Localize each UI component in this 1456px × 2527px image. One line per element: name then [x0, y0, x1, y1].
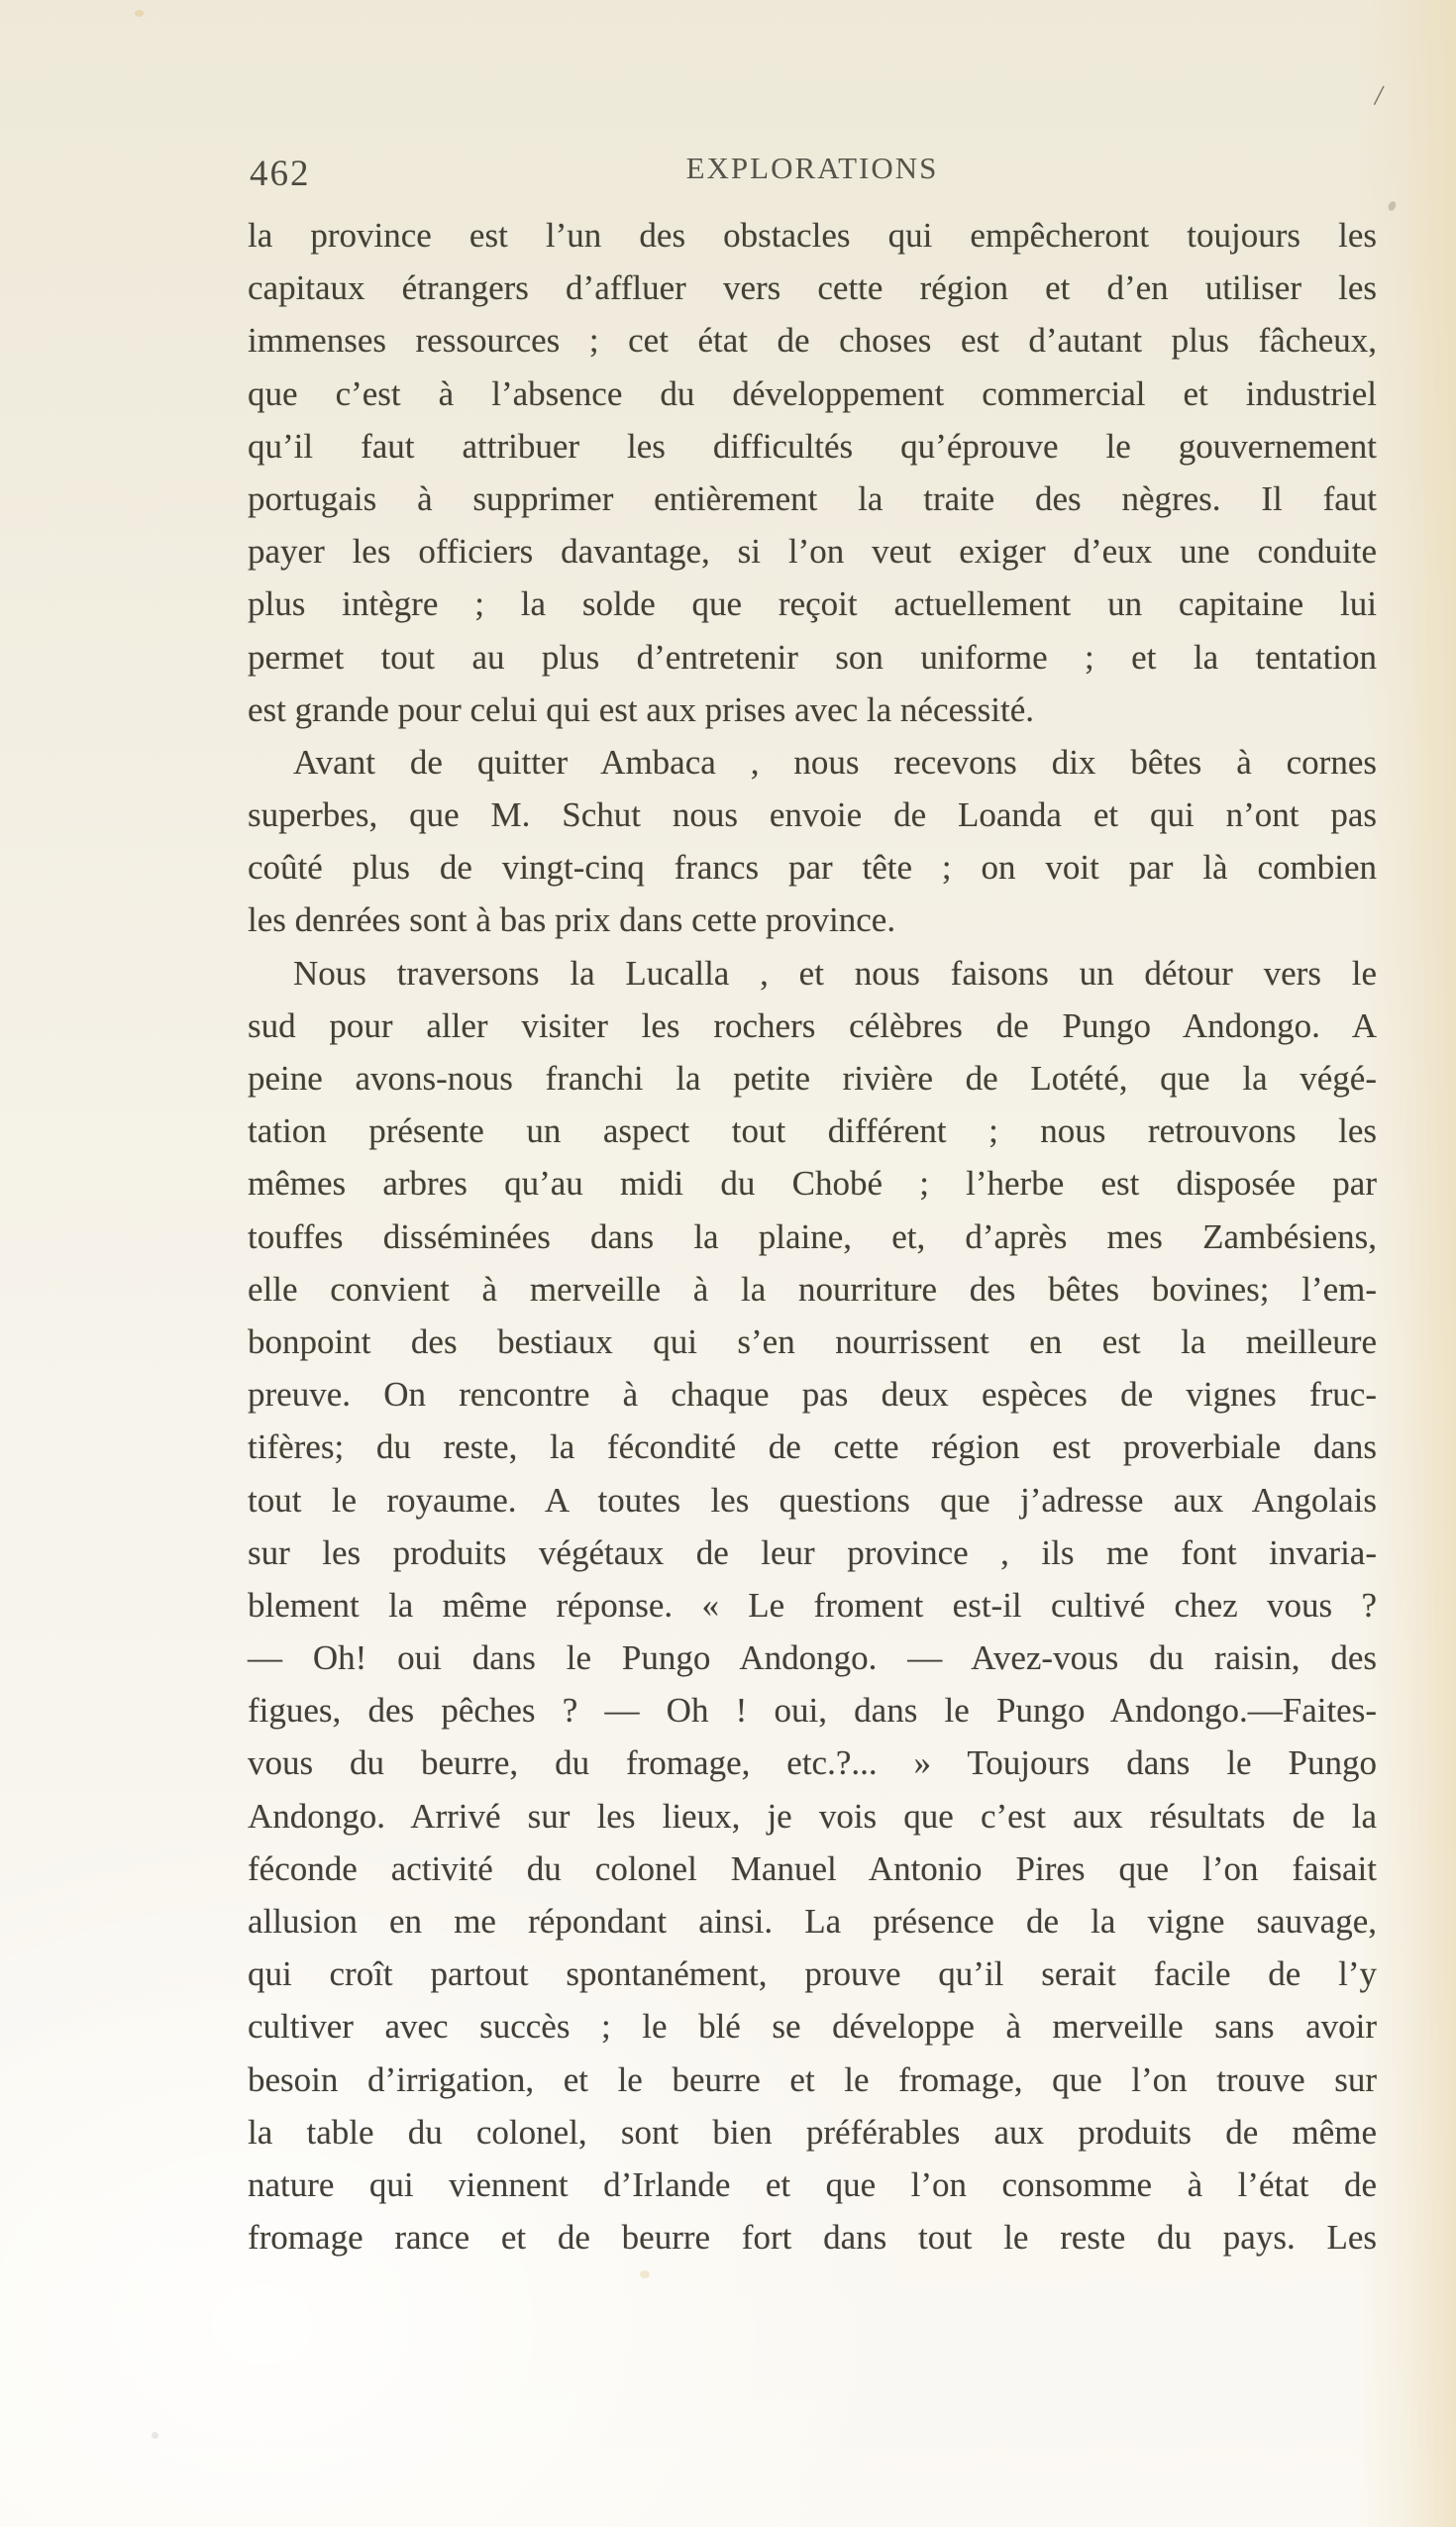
text-line: bonpoint des bestiaux qui s’en nourrissent en est la meilleure: [248, 1321, 1377, 1361]
text-line: cultiver avec succès ; le blé se développe à merveille sans avoir: [248, 2007, 1377, 2047]
text-line: besoin d’irrigation, et le beurre et le fromage, que l’on trouve sur: [248, 2059, 1377, 2099]
paper-speck: [640, 2270, 650, 2278]
text-line: capitaux étrangers d’affluer vers cette région et d’en utiliser les: [248, 268, 1377, 308]
text-line: que c’est à l’absence du développement commercial et industriel: [248, 373, 1377, 413]
text-line: coûté plus de vingt-cinq francs par tête ; on voit par là combien: [248, 848, 1377, 888]
page-number: 462: [250, 154, 311, 194]
text-line: est grande pour celui qui est aux prises avec la nécessité.: [248, 689, 1035, 729]
text-line: qui croît partout spontanément, prouve qu’il serait facile de l’y: [248, 1954, 1377, 1994]
text-line: tation présente un aspect tout différent ; nous retrouvons les: [248, 1111, 1377, 1151]
text-line: blement la même réponse. « Le froment est-il cultivé chez vous ?: [248, 1585, 1377, 1625]
text-line: tifères; du reste, la fécondité de cette région est proverbiale dans: [248, 1427, 1377, 1467]
text-line: vous du beurre, du fromage, etc.?... » Toujours dans le Pungo: [248, 1743, 1377, 1783]
text-line: féconde activité du colonel Manuel Antonio Pires que l’on faisait: [248, 1848, 1377, 1888]
text-line: permet tout au plus d’entretenir son uniforme ; et la tentation: [248, 637, 1377, 677]
text-line: allusion en me répondant ainsi. La présence de la vigne sauvage,: [248, 1902, 1377, 1941]
text-line: immenses ressources ; cet état de choses est d’autant plus fâcheux,: [248, 321, 1377, 361]
text-line: mêmes arbres qu’au midi du Chobé ; l’herbe est disposée par: [248, 1164, 1377, 1204]
text-line: payer les officiers davantage, si l’on veut exiger d’eux une conduite: [248, 532, 1377, 572]
text-line: sur les produits végétaux de leur province , ils me font invaria-: [248, 1532, 1377, 1572]
text-line: fromage rance et de beurre fort dans tout le reste du pays. Les: [248, 2218, 1377, 2258]
paper-speck: [135, 10, 144, 17]
text-line: nature qui viennent d’Irlande et que l’on consomme à l’état de: [248, 2164, 1377, 2204]
text-line: la province est l’un des obstacles qui empêcheront toujours les: [248, 216, 1377, 255]
text-line: tout le royaume. A toutes les questions que j’adresse aux Angolais: [248, 1480, 1377, 1520]
text-line: touffes disséminées dans la plaine, et, d’après mes Zambésiens,: [248, 1216, 1377, 1256]
text-line: qu’il faut attribuer les difficultés qu’éprouve le gouvernement: [248, 426, 1377, 466]
text-line: portugais à supprimer entièrement la traite des nègres. Il faut: [248, 478, 1377, 518]
text-line: Nous traversons la Lucalla , et nous faisons un détour vers le: [293, 953, 1377, 993]
text-line: superbes, que M. Schut nous envoie de Loanda et qui n’ont pas: [248, 795, 1377, 835]
paper-speck: [1387, 200, 1398, 212]
text-line: peine avons-nous franchi la petite rivière de Lotété, que la végé-: [248, 1059, 1377, 1098]
text-line: preuve. On rencontre à chaque pas deux espèces de vignes fruc-: [248, 1375, 1377, 1415]
text-block: [248, 209, 1377, 2264]
text-line: Andongo. Arrivé sur les lieux, je vois que c’est aux résultats de la: [248, 1796, 1377, 1836]
text-line: — Oh! oui dans le Pungo Andongo. — Avez-vous du raisin, des: [248, 1638, 1377, 1678]
text-line: plus intègre ; la solde que reçoit actuellement un capitaine lui: [248, 584, 1377, 624]
text-line: sud pour aller visiter les rochers célèbres de Pungo Andongo. A: [248, 1005, 1377, 1045]
text-line: la table du colonel, sont bien préférables aux produits de même: [248, 2112, 1377, 2152]
text-line: figues, des pêches ? — Oh ! oui, dans le Pungo Andongo.—Faites-: [248, 1691, 1377, 1731]
text-line: les denrées sont à bas prix dans cette province.: [248, 900, 896, 940]
page-header: [248, 151, 1377, 194]
paper-speck: [152, 2432, 158, 2439]
pen-slash-mark: /: [1372, 78, 1386, 113]
text-line: elle convient à merveille à la nourriture des bêtes bovines; l’em-: [248, 1269, 1377, 1309]
text-line: Avant de quitter Ambaca , nous recevons dix bêtes à cornes: [293, 742, 1377, 782]
running-title: EXPLORATIONS: [685, 151, 939, 185]
